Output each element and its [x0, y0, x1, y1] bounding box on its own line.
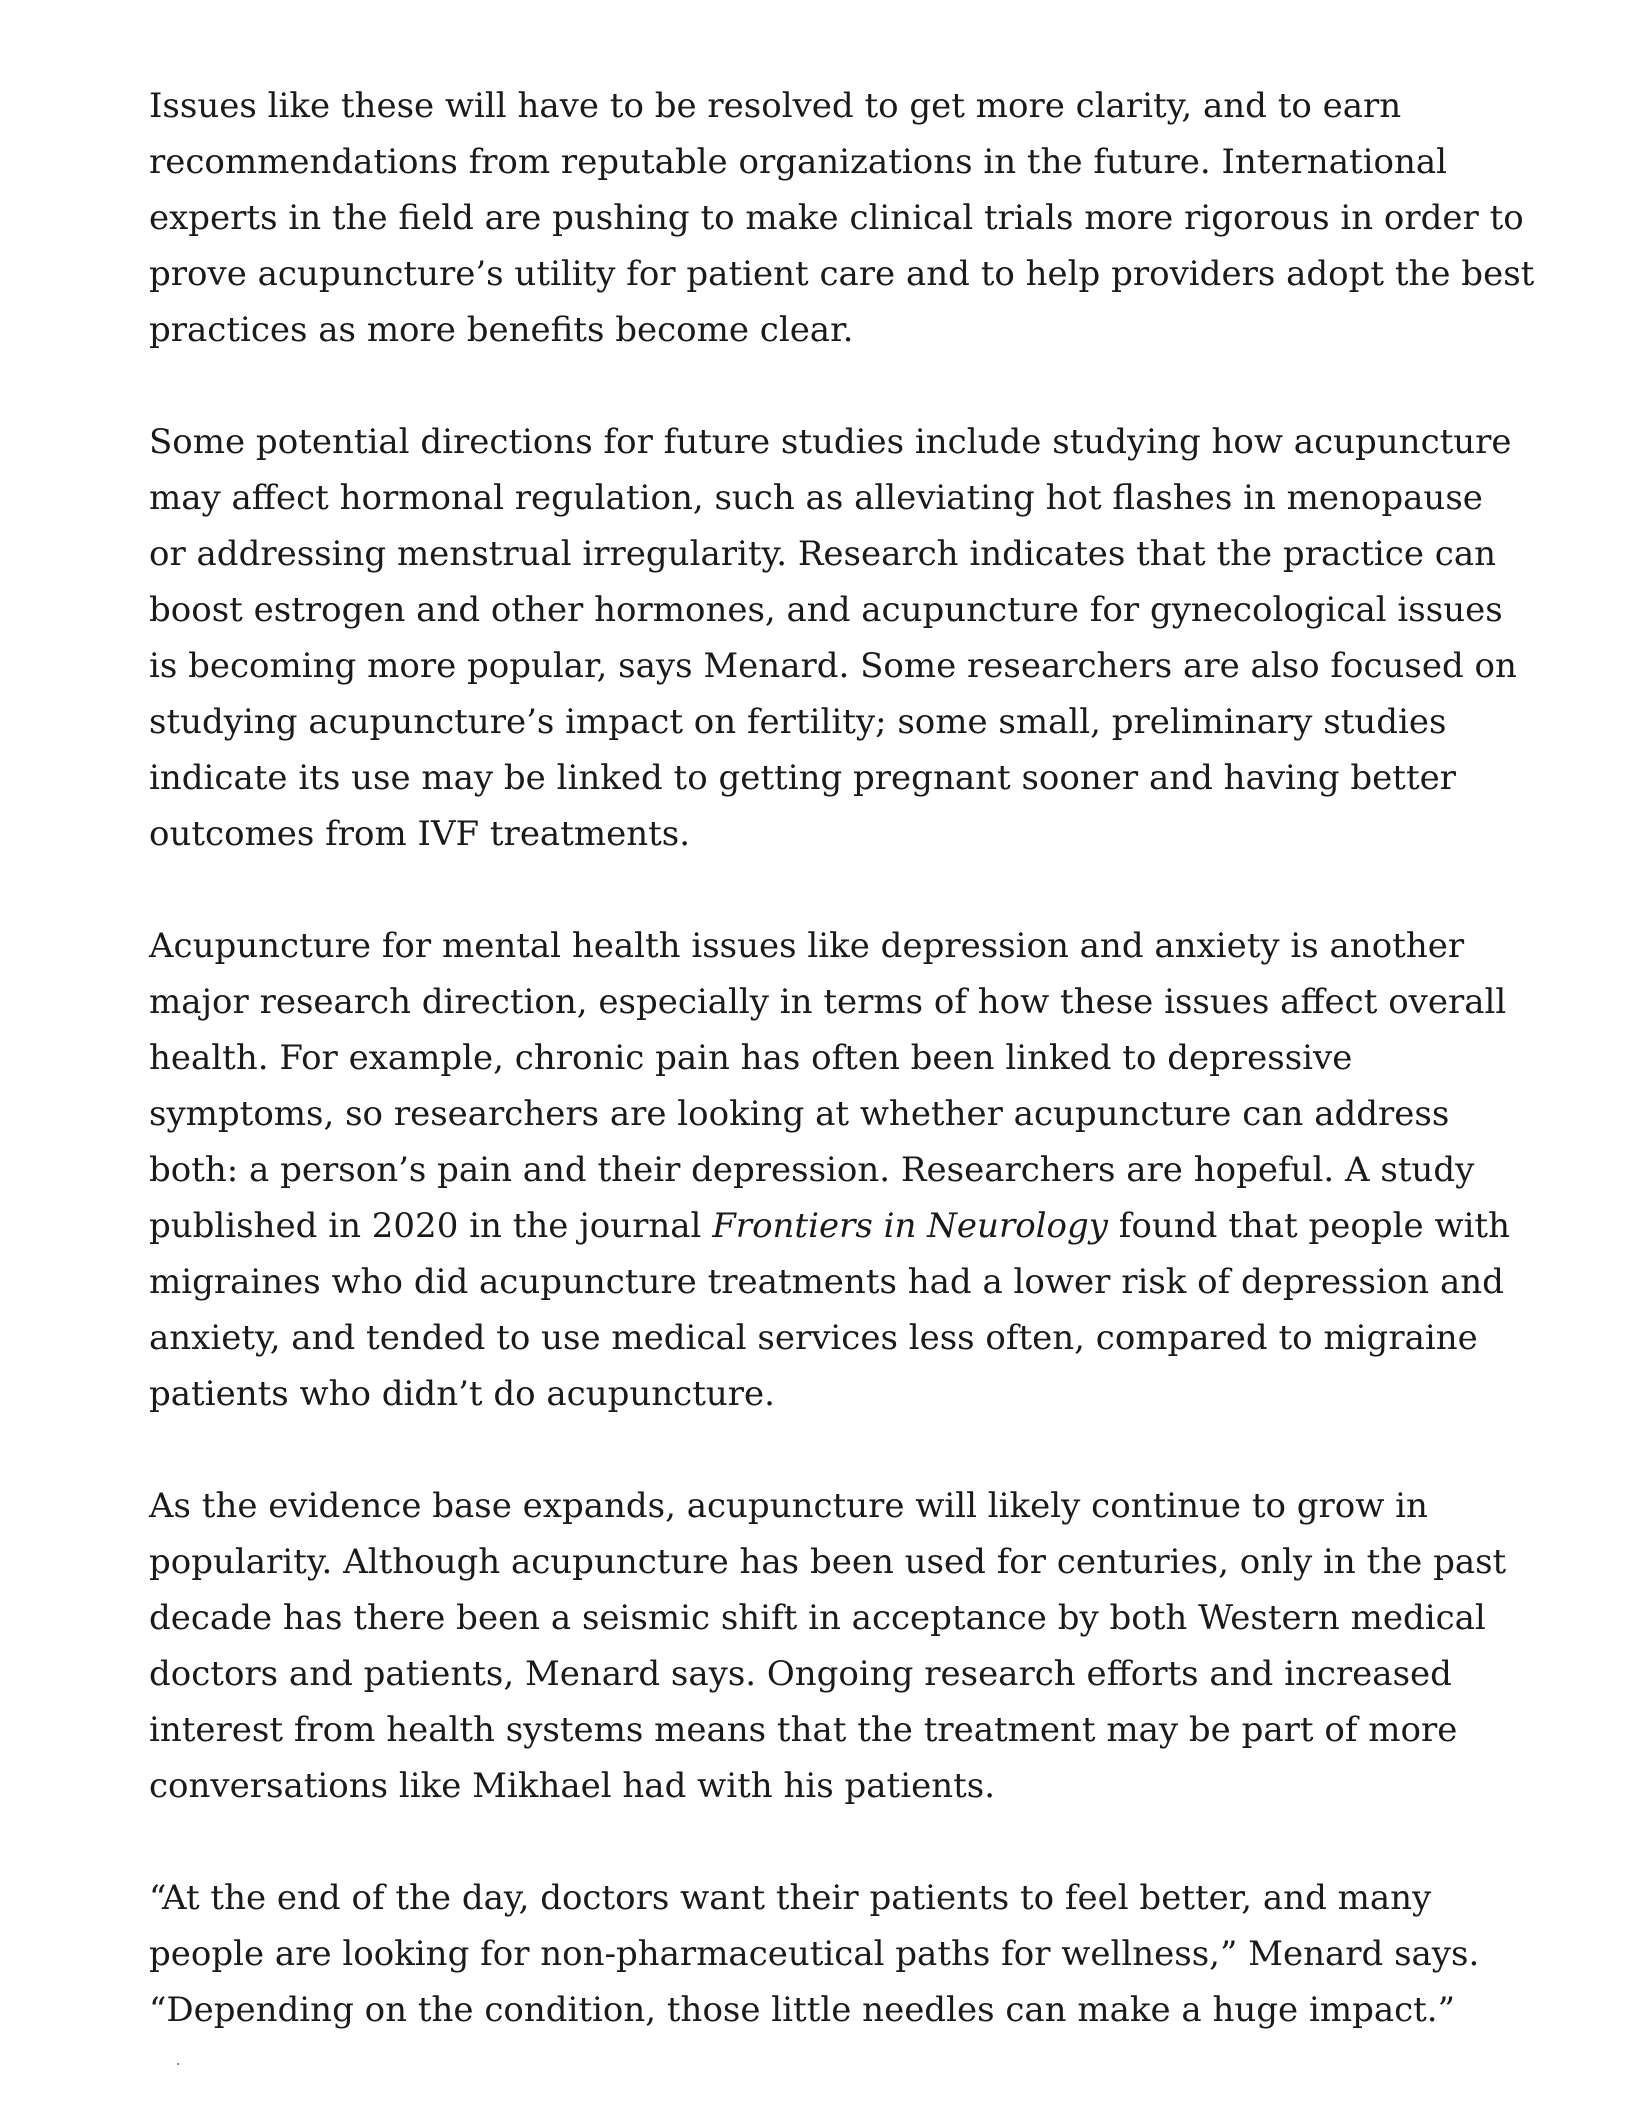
text-line: Some potential directions for future studies include studying how acupuncture	[149, 422, 1512, 462]
paragraph	[149, 414, 1517, 862]
text-line: “Depending on the condition, those little needles can make a huge impact.”	[149, 1990, 1455, 2030]
text-line: is becoming more popular, says Menard. Some researchers are also focused on	[149, 646, 1517, 686]
text-line: patients who didn’t do acupuncture.	[149, 1374, 775, 1414]
text-line: popularity. Although acupuncture has been used for centuries, only in the past	[149, 1542, 1507, 1582]
text-line: Acupuncture for mental health issues like depression and anxiety is another	[149, 926, 1465, 966]
text-line: symptoms, so researchers are looking at whether acupuncture can address	[149, 1094, 1450, 1134]
text-line: or addressing menstrual irregularity. Research indicates that the practice can	[149, 534, 1496, 574]
text-line: studying acupuncture’s impact on fertility; some small, preliminary studies	[149, 702, 1447, 742]
text-line: people are looking for non-pharmaceutical paths for wellness,” Menard says.	[149, 1934, 1480, 1974]
text-line: major research direction, especially in terms of how these issues affect overall	[149, 982, 1507, 1022]
text-line: both: a person’s pain and their depression. Researchers are hopeful. A study	[149, 1150, 1475, 1190]
journal-title: Frontiers in Neurology	[712, 1206, 1108, 1246]
text-line: health. For example, chronic pain has often been linked to depressive	[149, 1038, 1353, 1078]
text-line: recommendations from reputable organizations in the future. International	[149, 142, 1448, 182]
text-line: may affect hormonal regulation, such as alleviating hot flashes in menopause	[149, 478, 1483, 518]
paragraph	[149, 78, 1535, 358]
text-line: boost estrogen and other hormones, and acupuncture for gynecological issues	[149, 590, 1503, 630]
text-line: Issues like these will have to be resolved to get more clarity, and to earn	[149, 86, 1402, 126]
stray-dot	[177, 2063, 179, 2065]
text-line: outcomes from IVF treatments.	[149, 814, 691, 854]
article-body	[149, 78, 1535, 2094]
text-line: prove acupuncture’s utility for patient care and to help providers adopt the best	[149, 254, 1535, 294]
text-line: conversations like Mikhael had with his patients.	[149, 1766, 996, 1806]
text-line: migraines who did acupuncture treatments had a lower risk of depression and	[149, 1262, 1504, 1302]
text-line: practices as more benefits become clear.	[149, 310, 854, 350]
text-line: interest from health systems means that the treatment may be part of more	[149, 1710, 1458, 1750]
text-line: As the evidence base expands, acupuncture will likely continue to grow in	[149, 1486, 1428, 1526]
paragraph	[149, 1478, 1507, 1814]
text-line: anxiety, and tended to use medical services less often, compared to migraine	[149, 1318, 1478, 1358]
paragraph	[149, 918, 1510, 1422]
text-line: “At the end of the day, doctors want their patients to feel better, and many	[149, 1878, 1432, 1918]
text-line: published in 2020 in the journal Frontiers in Neurology found that people with	[149, 1206, 1510, 1246]
text-line: doctors and patients, Menard says. Ongoing research efforts and increased	[149, 1654, 1452, 1694]
text-line: decade has there been a seismic shift in acceptance by both Western medical	[149, 1598, 1486, 1638]
paragraph-quote	[149, 1870, 1480, 2038]
text-line: indicate its use may be linked to getting pregnant sooner and having better	[149, 758, 1456, 798]
text-line: experts in the field are pushing to make clinical trials more rigorous in order to	[149, 198, 1524, 238]
